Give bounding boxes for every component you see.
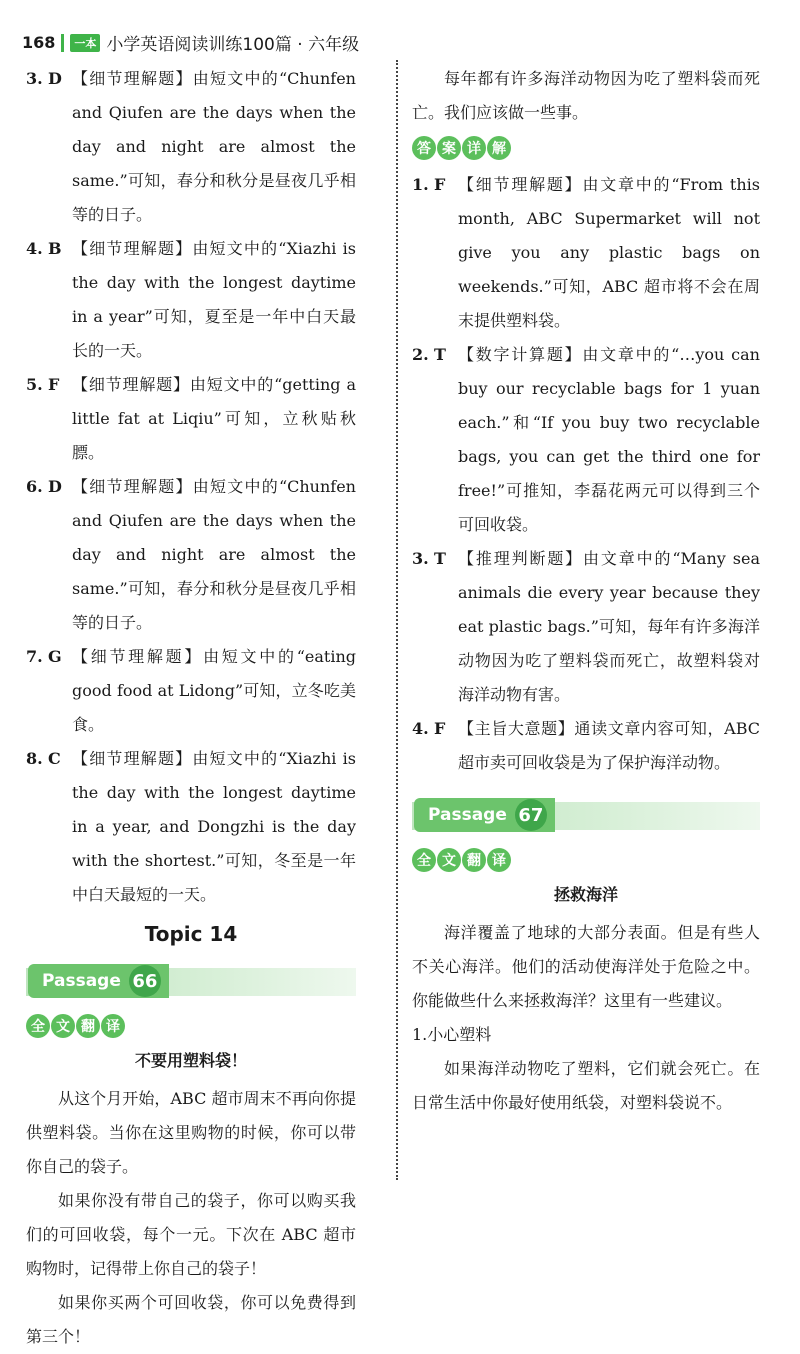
translation-section-tag [412,848,511,872]
answer-item [412,168,760,338]
topic-heading: Topic 14 [144,922,238,946]
answer-number: 4. [412,719,429,738]
answer-number: 7. [26,647,43,666]
passage-67-banner [412,798,760,832]
answer-item [26,742,356,912]
answer-number: 2. [412,345,429,364]
answer-letter: F [434,719,446,738]
answer-number: 4. [26,239,43,258]
page-number: 168 [22,33,56,52]
left-column [26,62,356,1354]
answer-item [412,338,760,542]
book-title: 小学英语阅读训练100篇 · 六年级 [106,35,360,55]
answer-number: 5. [26,375,43,394]
answer-letter: D [48,69,62,88]
answer-letter: G [48,647,62,666]
answers-section-tag [412,136,511,160]
page-header [22,30,359,55]
answer-item [26,470,356,640]
translation-section-tag [26,1014,125,1038]
passage-66-title: 不要用塑料袋！ [134,1051,247,1070]
answer-letter: F [434,175,446,194]
section-char: 全 [26,1014,50,1038]
passage-66-banner [26,964,356,998]
answer-number: 3. [26,69,43,88]
section-char: 解 [487,136,511,160]
answer-number: 1. [412,175,429,194]
section-char: 文 [437,848,461,872]
answer-letter: B [48,239,62,258]
section-char: 翻 [462,848,486,872]
answer-item [412,542,760,712]
paragraph: 从这个月开始，ABC 超市周末不再向你提供塑料袋。当你在这里购物的时候，你可以带你自己的袋子。 [26,1089,356,1176]
passage-number-badge: 67 [515,799,547,831]
answer-number: 3. [412,549,429,568]
passage-tag [414,798,555,832]
answer-explanation: 【数字计算题】由文章中的“…you can buy our recyclable bags for 1 yuan each.”和“If you buy two recyclable bags, you can get the third one for free!”可推知，李磊花两元可以得到三个可回收袋。 [458,345,760,534]
section-char: 译 [101,1014,125,1038]
section-char: 案 [437,136,461,160]
section-char: 详 [462,136,486,160]
answer-explanation: 【细节理解题】由短文中的“Xiazhi is the day with the longest daytime in a year”可知，夏至是一年中白天最长的一天。 [72,239,356,360]
right-column [412,62,760,1120]
passage-label: Passage [428,805,507,825]
answer-letter: D [48,477,62,496]
answer-item [26,640,356,742]
passage-number-badge: 66 [129,965,161,997]
answer-item [26,232,356,368]
passage-67-title: 拯救海洋 [553,885,618,904]
answer-item [26,62,356,232]
answer-explanation: 【主旨大意题】通读文章内容可知，ABC 超市卖可回收袋是为了保护海洋动物。 [458,719,760,772]
answer-list-left [26,62,356,912]
answer-explanation: 【细节理解题】由文章中的“From this month, ABC Supermarket will not give you any plastic bags on weekends.”可知，ABC 超市将不会在周末提供塑料袋。 [458,175,760,330]
intro-paragraph: 每年都有许多海洋动物因为吃了塑料袋而死亡。我们应该做一些事。 [412,69,760,122]
passage-label: Passage [42,971,121,991]
header-divider [61,34,64,52]
list-item: 1.小心塑料 [412,1025,492,1044]
section-char: 翻 [76,1014,100,1038]
section-char: 答 [412,136,436,160]
answer-list-right [412,168,760,780]
book-logo: 一本 [70,34,100,52]
section-char: 文 [51,1014,75,1038]
answer-letter: T [434,549,446,568]
answer-item [26,368,356,470]
answer-letter: T [434,345,446,364]
answer-explanation: 【推理判断题】由文章中的“Many sea animals die every year because they eat plastic bags.”可知，每年有许多海洋动物因为吃了塑料袋而死亡，故塑料袋对海洋动物有害。 [458,549,760,704]
answer-letter: F [48,375,60,394]
answer-letter: C [48,749,61,768]
answer-explanation: 【细节理解题】由短文中的“getting a little fat at Liqiu”可知，立秋贴秋膘。 [72,375,356,462]
paragraph: 海洋覆盖了地球的大部分表面。但是有些人不关心海洋。他们的活动使海洋处于危险之中。你能做些什么来拯救海洋？这里有一些建议。 [412,923,760,1010]
paragraph: 如果你没有带自己的袋子，你可以购买我们的可回收袋，每个一元。下次在 ABC 超市购物时，记得带上你自己的袋子！ [26,1191,356,1278]
answer-number: 8. [26,749,43,768]
answer-explanation: 【细节理解题】由短文中的“Chunfen and Qiufen are the days when the day and night are almost the same.”可知，春分和秋分是昼夜几乎相等的日子。 [72,477,356,632]
section-char: 全 [412,848,436,872]
passage-tag [28,964,169,998]
answer-explanation: 【细节理解题】由短文中的“eating good food at Lidong”可知，立冬吃美食。 [72,647,356,734]
paragraph: 如果你买两个可回收袋，你可以免费得到第三个！ [26,1293,356,1346]
answer-item [412,712,760,780]
paragraph: 如果海洋动物吃了塑料，它们就会死亡。在日常生活中你最好使用纸袋，对塑料袋说不。 [412,1059,760,1112]
answer-explanation: 【细节理解题】由短文中的“Chunfen and Qiufen are the days when the day and night are almost the same.”可知，春分和秋分是昼夜几乎相等的日子。 [72,69,356,224]
answer-explanation: 【细节理解题】由短文中的“Xiazhi is the day with the longest daytime in a year, and Dongzhi is the day with the shortest.”可知，冬至是一年中白天最短的一天。 [72,749,356,904]
section-char: 译 [487,848,511,872]
answer-number: 6. [26,477,43,496]
column-divider [396,60,398,1180]
